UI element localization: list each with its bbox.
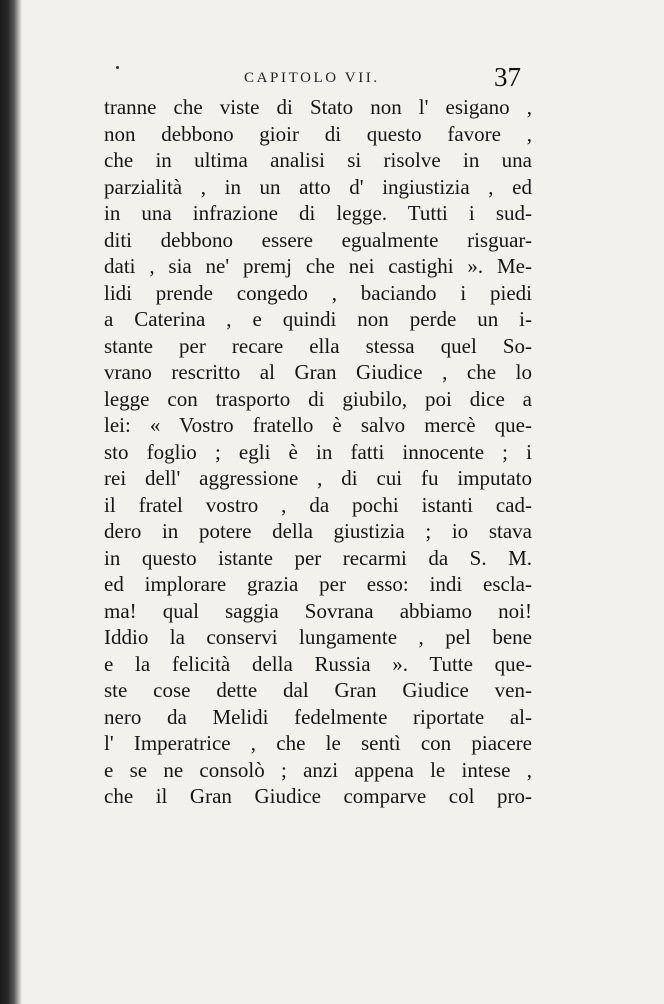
text-line: e la felicità della Russia ». Tutte que- [104, 651, 532, 676]
text-line: ma! qual saggia Sovrana abbiamo noi! [104, 598, 532, 623]
text-line: stante per recare ella stessa quel So- [104, 333, 532, 358]
text-line: nero da Melidi fedelmente riportate al- [104, 704, 532, 729]
text-line: Iddio la conservi lungamente , pel bene [104, 625, 532, 649]
body-text [104, 94, 532, 810]
text-line: in una infrazione di legge. Tutti i sud- [104, 201, 532, 225]
chapter-title: CAPITOLO VII. [244, 70, 380, 86]
text-line: tranne che viste di Stato non l' esigano , [104, 95, 532, 119]
text-line: in questo istante per recarmi da S. M. [104, 545, 532, 570]
text-line: a Caterina , e quindi non perde un i- [104, 307, 532, 331]
text-line: dati , sia ne' premj che nei castighi ». Me- [104, 254, 532, 278]
text-line: e se ne consolò ; anzi appena le intese , [104, 757, 532, 782]
text-line: che il Gran Giudice comparve col pro- [104, 784, 532, 808]
text-line: non debbono gioir di questo favore , [104, 121, 532, 146]
text-line: ed implorare grazia per esso: indi escla- [104, 572, 532, 596]
text-line: vrano rescritto al Gran Giudice , che lo [104, 360, 532, 384]
text-line: diti debbono essere egualmente risguar- [104, 227, 532, 252]
text-line: ste cose dette dal Gran Giudice ven- [104, 678, 532, 702]
binding-edge [0, 0, 22, 1004]
text-line: lei: « Vostro fratello è salvo mercè que- [104, 413, 532, 437]
text-line: lidi prende congedo , baciando i piedi [104, 280, 532, 305]
text-line: dero in potere della giustizia ; io stava [104, 519, 532, 543]
text-line: legge con trasporto di giubilo, poi dice a [104, 386, 532, 411]
text-line: l' Imperatrice , che le sentì con piacere [104, 731, 532, 755]
page-number: 37 [494, 62, 521, 92]
text-line: sto foglio ; egli è in fatti innocente ; i [104, 439, 532, 464]
text-line: che in ultima analisi si risolve in una [104, 148, 532, 172]
text-line: rei dell' aggressione , di cui fu imputato [104, 466, 532, 490]
text-line: il fratel vostro , da pochi istanti cad- [104, 492, 532, 517]
running-header [106, 62, 536, 94]
text-line: parzialità , in un atto d' ingiustizia , ed [104, 174, 532, 199]
